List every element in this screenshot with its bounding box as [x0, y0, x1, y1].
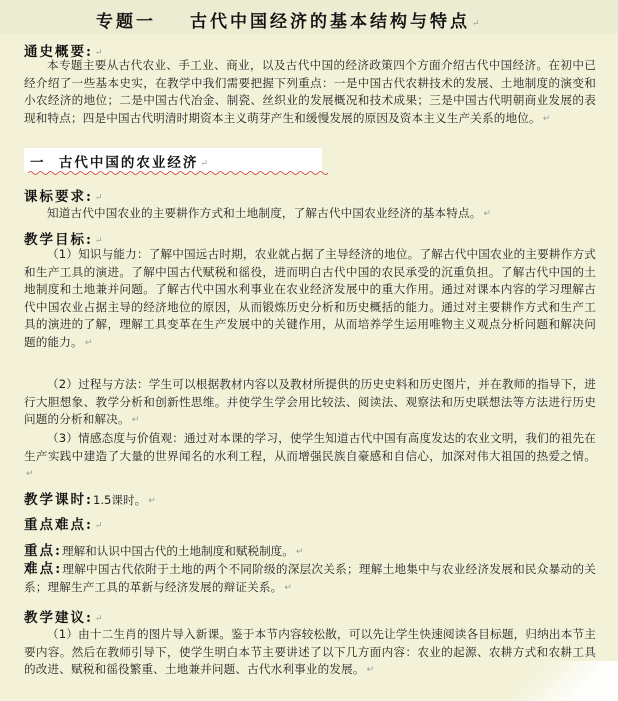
paragraph-mark-icon: ↵: [131, 415, 140, 426]
paragraph-mark-icon: ↵: [366, 665, 375, 676]
paragraph-mark-icon: ↵: [94, 614, 105, 624]
paragraph-mark-icon: ↵: [94, 236, 105, 246]
goals-paragraph-3: （3）情感态度与价值观：通过对本课的学习，使学生知道古代中国有高度发达的农业文明，我们的祖先在生产实践中建造了大量的世界闻名的水利工程，从而增强民族自豪感和自信心，加深对伟大祖国的热爱之情。↵: [24, 431, 596, 480]
paragraph-mark-icon: ↵: [295, 547, 304, 557]
overview-paragraph: 本专题主要从古代农业、手工业、商业，以及古代中国的经济政策四个方面介绍古代中国经济。在初中已经介绍了一些基本史实，在教学中我们需要把握下列重点：一是中国古代农耕技术的发展、土地制度的演变和小农经济的地位；二是中国古代冶金、制瓷、丝织业的发展概况和技术成果；三是中国古代明朝商业发展的表现和特点；四是中国古代明清时期资本主义萌芽产生和缓慢发展的原因及资本主义生产关系的地位。 ↵: [24, 58, 596, 125]
hours-line: [24, 488, 156, 508]
paragraph-mark-icon: ↵: [472, 19, 483, 29]
key-text: 理解和认识中国古代的土地制度和赋税制度。: [61, 544, 294, 558]
goals-paragraph-1: （1）知识与能力：了解中国远古时期，农业就占据了主导经济的地位。了解古代中国农业的主要耕作方式和生产工具的演进。了解中国古代赋税和徭役，进而明白古代中国的农民承受的沉重负担。了解古代中国的土地制度和土地兼并问题。了解古代中国水利事业在农业经济发展中的重大作用。通过对课本内容的学习理解古代中国农业占据主导的经济地位的原因，从而锻炼历史分析和历史概括的能力。通过对主要耕作方式和生产工具的演进的了解，理解工具变革在生产发展中的关键作用，从而培养学生运用唯物主义观点分析问题和解决问题的能力。 ↵: [24, 247, 596, 349]
key-label: 重点:: [24, 543, 62, 559]
paragraph-mark-icon: ↵: [26, 469, 34, 480]
difficulty-text: 理解中国古代依附于土地的两个不同阶级的深层次关系；理解土地集中与农业经济发展和民众暴动的关系；理解生产工具的革新与经济发展的辩证关系。: [24, 562, 596, 594]
page-title: [96, 7, 483, 32]
paragraph-mark-icon: ↵: [200, 159, 210, 169]
hours-value: 1.5课时。: [92, 493, 147, 507]
overview-heading: 通史概要: ↵: [24, 44, 105, 60]
paragraph-mark-icon: ↵: [542, 113, 551, 124]
paragraph-mark-icon: ↵: [148, 496, 156, 506]
spellcheck-underline: [28, 170, 328, 176]
paragraph-mark-icon: ↵: [84, 337, 93, 348]
difficulty-paragraph: [24, 561, 596, 597]
standard-heading: 课标要求: ↵: [24, 189, 105, 205]
paragraph-mark-icon: ↵: [94, 193, 105, 203]
corner-fade: [498, 661, 618, 701]
keypoints-heading: 重点难点: ↵: [24, 517, 105, 533]
suggestions-heading: 教学建议: ↵: [24, 610, 105, 626]
title-main: 古代中国经济的基本结构与特点: [190, 12, 470, 32]
goals-heading: 教学目标: ↵: [24, 232, 105, 248]
hours-heading: 教学课时:: [24, 492, 93, 508]
goals-paragraph-2: （2）过程与方法：学生可以根据教材内容以及教材所提供的历史史料和历史图片，并在教师的指导下，进行大胆想象、教学分析和创新性思维。并使学生学会用比较法、阅读法、观察法和历史联想法等方法进行历史问题的分析和解决。 ↵: [24, 377, 596, 427]
standard-paragraph: 知道古代中国农业的主要耕作方式和土地制度，了解古代中国农业经济的基本特点。 ↵: [47, 206, 492, 220]
paragraph-mark-icon: ↵: [94, 48, 105, 58]
difficulty-label: 难点:: [24, 561, 63, 577]
paragraph-mark-icon: ↵: [284, 582, 293, 593]
paragraph-mark-icon: ↵: [483, 209, 492, 219]
section-title: 一 古代中国的农业经济 ↵: [30, 155, 210, 171]
title-topic: 专题一: [96, 12, 156, 32]
key-line: [24, 539, 303, 559]
paragraph-mark-icon: ↵: [94, 521, 105, 531]
suggestions-paragraph-1: （1）由十二生肖的图片导入新课。鉴于本节内容较松散，可以先让学生快速阅读各目标题，归纳出本节主要内容。然后在教师引导下，使学生明白本节主要讲述了以下几方面内容：农业的起源、农耕方式和农耕工具的改进、赋税和徭役繁重、土地兼并问题、古代水利事业的发展。 ↵: [24, 627, 596, 677]
